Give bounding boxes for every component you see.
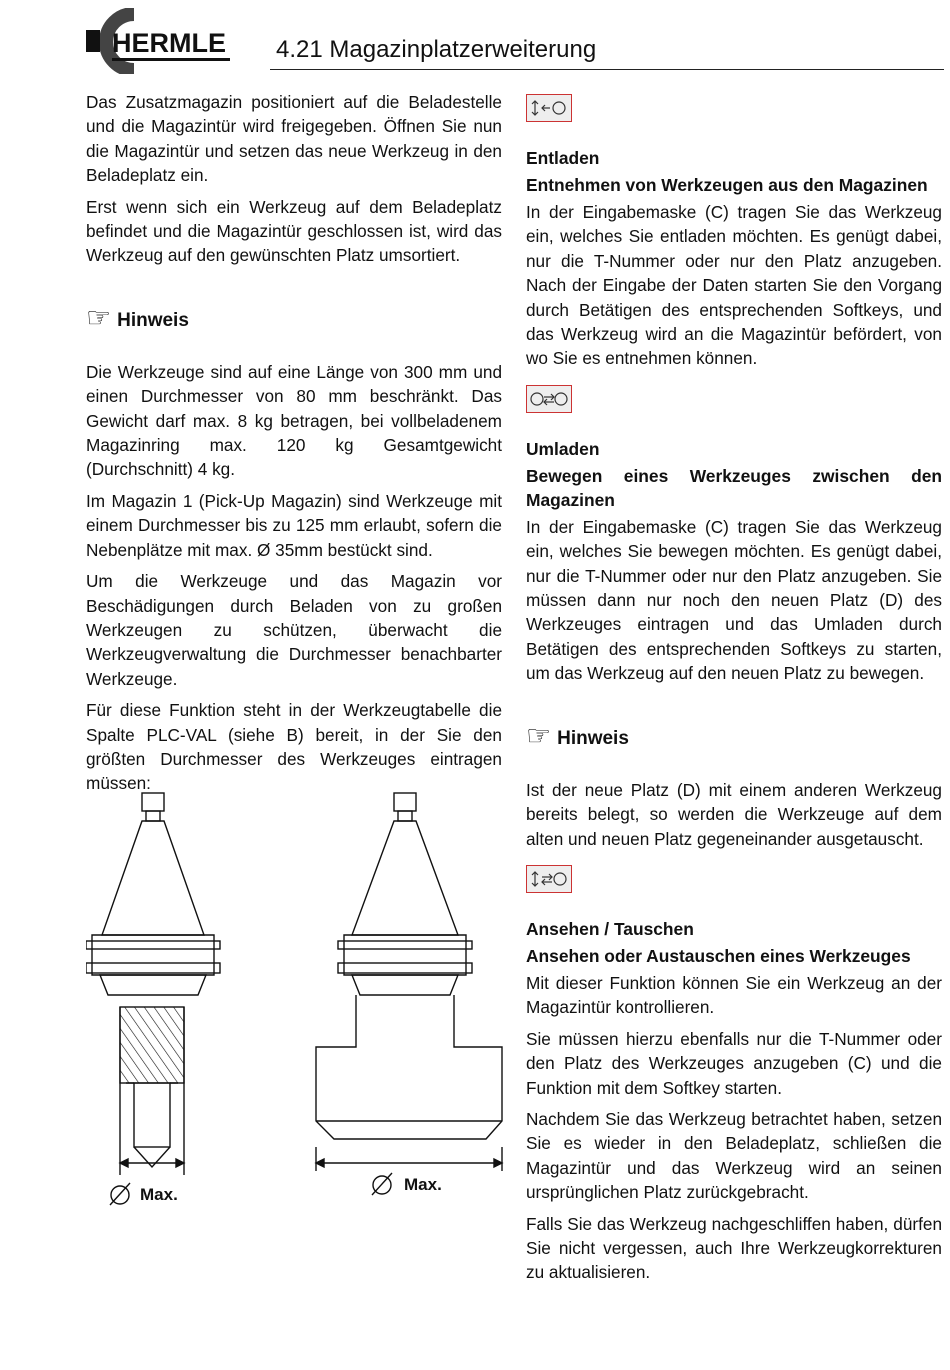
paragraph: Im Magazin 1 (Pick-Up Magazin) sind Werkzeuge mit einem Durchmesser bis zu 125 mm erlaubt, sofern die Nebenplätze mit max. Ø 35mm bestückt sind. — [86, 490, 502, 560]
paragraph: Sie müssen hierzu ebenfalls nur die T-Nummer oder den Platz des Werkzeuges anzugeben (C) und die Funktion mit dem Softkey starten. — [526, 1028, 942, 1098]
logo-text: HERMLE — [112, 28, 226, 58]
diameter-icon — [110, 1183, 130, 1205]
note-heading — [526, 719, 942, 751]
note-label: Hinweis — [557, 727, 629, 749]
softkey-view-swap-icon[interactable] — [526, 865, 572, 893]
hermle-logo — [84, 8, 234, 74]
section-title-entladen: Entladen — [526, 148, 600, 168]
paragraph: Das Zusatzmagazin positioniert auf die Beladestelle und die Magazintür wird freigegeben. Öffnen Sie nun die Magazintür und setzen das neue Werkzeug in den Beladeplatz ein. — [86, 92, 502, 186]
left-column — [86, 90, 502, 803]
cutter-tool-drawing — [316, 793, 502, 1171]
note-heading — [86, 301, 502, 333]
paragraph: Die Werkzeuge sind auf eine Länge von 300 mm und einen Durchmesser von 80 mm beschränkt. Das Gewicht darf max. 8 kg betragen, bei vollbeladenem Magazinring max. 120 kg Gesamtgewicht (Durchschnitt) 4 kg. — [86, 361, 502, 480]
note-label: Hinweis — [117, 309, 189, 331]
header-rule — [270, 69, 944, 70]
diameter-icon — [372, 1173, 392, 1195]
paragraph: In der Eingabemaske (C) tragen Sie das Werkzeug ein, welches Sie bewegen möchten. Es genügt dabei, nur die T-Nummer oder nur den Platz anzugeben. Sie müssen dann nur noch den neuen Platz (D) des Werkzeuges eintragen und das Umladen durch Betätigen des entsprechenden Softkeys zu starten, um das Werkzeug auf den neuen Platz zu bewegen. — [526, 516, 942, 684]
max-label: Max. — [140, 1185, 178, 1204]
section-subtitle-ansehen: Ansehen oder Austauschen eines Werkzeuges — [526, 945, 911, 966]
paragraph: In der Eingabemaske (C) tragen Sie das Werkzeug ein, welches Sie entladen möchten. Es genügt dabei, nur die T-Nummer oder nur den Platz anzugeben. Nach der Eingabe der Daten starten Sie den Vorgang durch Betätigen des entsprechenden Softkeys, und das Werkzeug wird an die Magazintür befördert, von wo Sie es entnehmen können. — [526, 202, 942, 369]
section-subtitle-umladen: Bewegen eines Werkzeuges zwischen den Magazinen — [526, 465, 942, 510]
page-title: 4.21 Magazinplatzerweiterung — [276, 36, 597, 63]
softkey-move-icon[interactable] — [526, 385, 572, 413]
paragraph: Mit dieser Funktion können Sie ein Werkzeug an der Magazintür kontrollieren. — [526, 972, 942, 1018]
tool-diameter-figure — [86, 785, 506, 1215]
section-title-ansehen: Ansehen / Tauschen — [526, 918, 694, 939]
pointing-hand-icon: ☞ — [526, 719, 552, 751]
paragraph: Falls Sie das Werkzeug nachgeschliffen haben, dürfen Sie nicht vergessen, auch Ihre Werkzeugkorrekturen zu aktualisieren. — [526, 1213, 942, 1283]
paragraph: Ist der neue Platz (D) mit einem anderen Werkzeug bereits belegt, so werden die Werkzeuge auf dem alten und neuen Platz gegeneinander ausgetauscht. — [526, 779, 942, 849]
pointing-hand-icon: ☞ — [86, 301, 112, 333]
paragraph: Für diese Funktion steht in der Werkzeugtabelle die Spalte PLC-VAL (siehe B) bereit, in der Sie den größten Durchmesser des Werkzeuges eintragen müssen: — [86, 700, 502, 794]
paragraph: Erst wenn sich ein Werkzeug auf dem Beladeplatz befindet und die Magazintür geschlossen ist, wird das Werkzeug auf den gewünschten Platz umsortiert. — [86, 196, 502, 266]
section-subtitle-entladen: Entnehmen von Werkzeugen aus den Magazinen — [526, 175, 928, 195]
softkey-unload-icon[interactable] — [526, 94, 572, 122]
drill-tool-drawing — [86, 793, 220, 1175]
right-column — [526, 90, 942, 1292]
paragraph: Nachdem Sie das Werkzeug betrachtet haben, setzen Sie es wieder in den Beladeplatz, schließen die Magazintür und das Werkzeug wird an seinen ursprünglichen Platz zurückgebracht. — [526, 1108, 942, 1203]
paragraph: Um die Werkzeuge und das Magazin vor Beschädigungen durch Beladen von zu großen Werkzeugen zu schützen, überwacht die Werkzeugverwaltung die Durchmesser benachbarter Werkzeuge. — [86, 571, 502, 689]
section-title-umladen: Umladen — [526, 438, 600, 459]
max-label: Max. — [404, 1175, 442, 1194]
